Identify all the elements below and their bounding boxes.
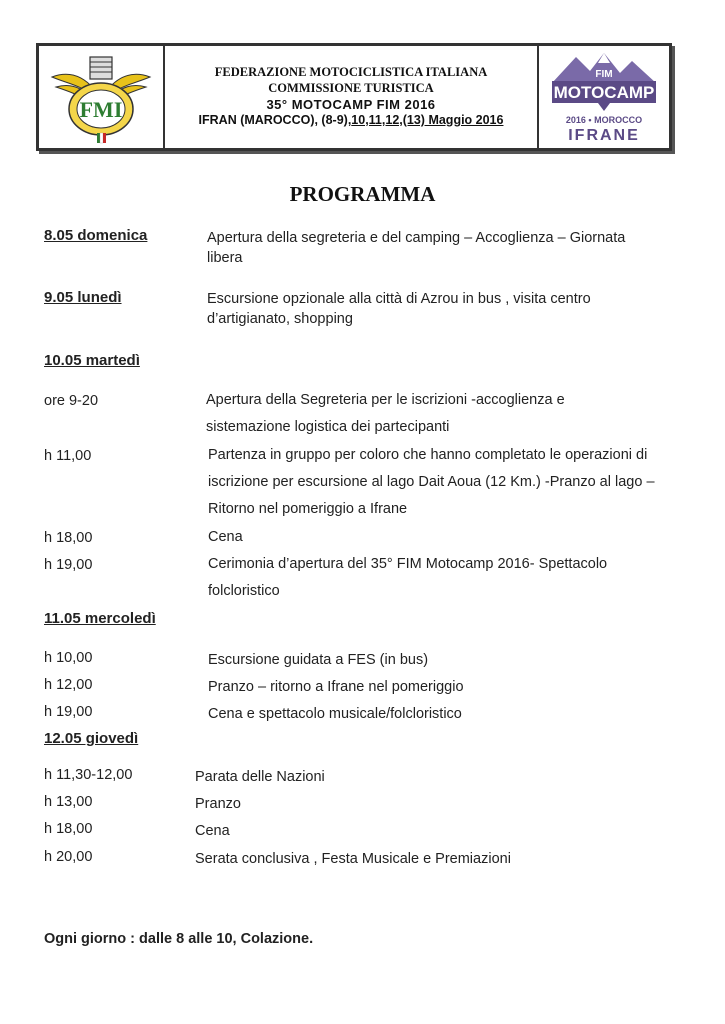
schedule-time: h 13,00: [44, 794, 93, 810]
schedule-time: h 10,00: [44, 650, 93, 666]
schedule-activity: Cena: [208, 529, 243, 545]
motocamp-emblem-icon: [546, 49, 662, 145]
day-heading: 8.05 domenica: [44, 227, 148, 244]
fmi-emblem-icon: [46, 49, 156, 145]
day-heading: 10.05 martedì: [44, 352, 140, 369]
day-heading: 12.05 giovedì: [44, 730, 139, 747]
federation-name: FEDERAZIONE MOTOCICLISTICA ITALIANA: [214, 65, 488, 80]
motocamp-fim-text: FIM: [595, 69, 613, 80]
schedule-activity: Cerimonia d’apertura del 35° FIM Motocamp 2016- Spettacolo folcloristico: [208, 556, 608, 599]
page-title: PROGRAMMA: [289, 182, 436, 206]
schedule-time: h 19,00: [44, 704, 93, 720]
motocamp-city: IFRANE: [568, 127, 640, 144]
header-title-block: [165, 46, 539, 148]
schedule-activity: Cena e spettacolo musicale/folcloristico: [208, 706, 462, 722]
day-heading: 9.05 lunedì: [44, 289, 122, 306]
commission-name: COMMISSIONE TURISTICA: [268, 81, 434, 96]
motocamp-wordmark: MOTOCAMP: [553, 83, 655, 102]
schedule-time: h 12,00: [44, 677, 93, 693]
fmi-logo-text: FMI: [79, 97, 123, 122]
daily-breakfast-note: Ogni giorno : dalle 8 alle 10, Colazione.: [44, 931, 314, 947]
schedule-activity: Escursione guidata a FES (in bus): [208, 652, 429, 668]
schedule-activity: Cena: [195, 823, 230, 839]
event-location: IFRAN (MAROCCO), (8-9),: [198, 112, 352, 127]
schedule-time: h 18,00: [44, 821, 93, 837]
schedule-activity: Pranzo: [195, 796, 241, 812]
day-description: Apertura della segreteria e del camping – Accoglienza – Giornata libera: [207, 230, 626, 266]
schedule-activity: Apertura della Segreteria per le iscrizioni -accoglienza e sistemazione logistica dei partecipanti: [206, 392, 565, 435]
schedule-activity: Pranzo – ritorno a Ifrane nel pomeriggio: [208, 679, 464, 695]
schedule-time: h 18,00: [44, 530, 93, 546]
event-dates: 10,11,12,(13) Maggio 2016: [351, 112, 504, 127]
schedule-time: h 11,00: [44, 448, 92, 464]
schedule-time: ore 9-20: [44, 393, 99, 409]
event-name: 35° MOTOCAMP FIM 2016: [266, 96, 436, 112]
schedule-time: h 20,00: [44, 849, 93, 865]
day-description: Escursione opzionale alla città di Azrou in bus , visita centro d’artigianato, shopping: [207, 291, 591, 327]
schedule-activity: Serata conclusiva , Festa Musicale e Premiazioni: [195, 851, 511, 867]
schedule-time: h 11,30-12,00: [44, 767, 133, 783]
schedule-activity: Parata delle Nazioni: [195, 769, 325, 785]
document-header: [36, 43, 672, 151]
event-location-dates: [199, 113, 504, 129]
schedule-activity: Partenza in gruppo per coloro che hanno completato le operazioni di iscrizione per escursione al lago Dait Aoua (12 Km.) -Pranzo al lago – Ritorno nel pomeriggio a Ifrane: [208, 447, 655, 517]
fmi-logo: [39, 46, 165, 148]
motocamp-logo: [539, 46, 669, 148]
schedule-time: h 19,00: [44, 557, 93, 573]
motocamp-year-country: 2016 • MOROCCO: [565, 115, 643, 125]
day-heading: 11.05 mercoledì: [44, 610, 156, 627]
